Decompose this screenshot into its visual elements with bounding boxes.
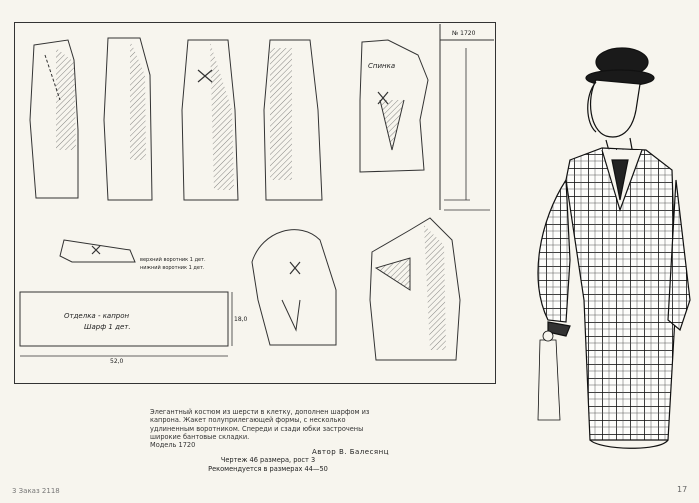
author-line: Автор В. Балесянц [312,448,389,456]
collar-piece [60,240,135,262]
collar-note-1: верхний воротник 1 дет. [140,257,206,263]
scarf-height: 18,0 [234,316,248,323]
scarf-label: Шарф 1 дет. [84,323,131,331]
drawing-info-size: Чертеж 46 размера, рост 3 [220,456,316,464]
sleeve-piece [252,230,336,345]
back-label: Спинка [368,62,396,70]
description-text: Элегантный костюм из шерсти в клетку, дополнен шарфом из капрона. Жакет полуприлегающей формы, с несколько удлиненным воротником. Спереди и сзади юбки застрочены широкие бантовые складки. [150,408,370,441]
footer-order: 3 Заказ 2118 [12,487,60,495]
skirt-front-side-piece [182,40,238,200]
skirt-front-piece [264,40,322,200]
page-number: 17 [677,485,688,494]
fashion-illustration [538,48,690,448]
skirt-back-piece [30,40,78,198]
model-line: Модель 1720 [150,441,196,450]
model-number-label: № 1720 [452,30,476,37]
description-caption [150,408,382,449]
front-bodice-piece [370,218,460,360]
drawing-info [198,456,338,473]
back-bodice-piece [360,40,428,172]
collar-note-2: нижний воротник 1 дет. [140,265,205,271]
scarf-width: 52,0 [110,358,124,365]
skirt-back-insert-piece [104,38,152,200]
finishing-label: Отделка - капрон [64,312,130,320]
drawing-info-recommend: Рекомендуется в размерах 44—50 [208,464,328,473]
